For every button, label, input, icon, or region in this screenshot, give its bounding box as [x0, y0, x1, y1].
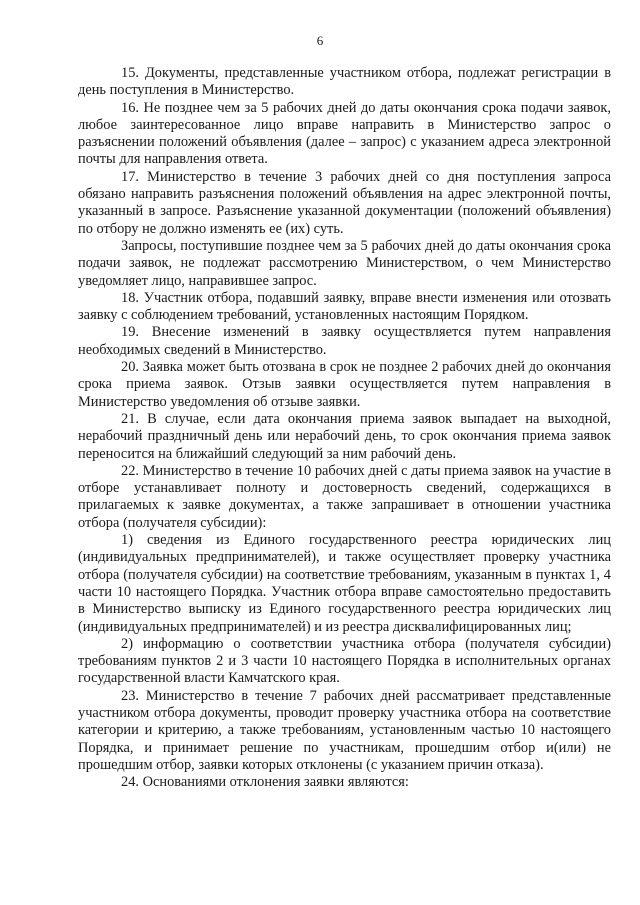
- paragraph-23: 23. Министерство в течение 7 рабочих дней рассматривает представленные участником отбора документы, проводит проверку участника отбора на соответствие категории и критерию, а также требованиям, установленным частью 10 настоящего Порядка, и принимает решение по участникам, прошедшим отбор и(или) не прошедшим отбор, заявки которых отклонены (с указанием причин отказа).: [78, 687, 611, 773]
- paragraph-17-requests: Запросы, поступившие позднее чем за 5 рабочих дней до даты окончания срока подачи заявок, не подлежат рассмотрению Министерством, о чем Министерство уведомляет лицо, направившее запрос.: [78, 237, 611, 289]
- paragraph-15: 15. Документы, представленные участником отбора, подлежат регистрации в день поступления в Министерство.: [78, 65, 611, 99]
- paragraph-22: 22. Министерство в течение 10 рабочих дней с даты приема заявок на участие в отборе устанавливает полноту и достоверность сведений, содержащихся в прилагаемых к заявке документах, а также запрашивает в отношении участника отбора (получателя субсидии):: [78, 462, 611, 531]
- page-number: 6: [316, 33, 324, 48]
- paragraph-18: 18. Участник отбора, подавший заявку, вправе внести изменения или отозвать заявку с соблюдением требований, установленных настоящим Порядком.: [78, 289, 611, 324]
- paragraph-24: 24. Основаниями отклонения заявки являются:: [121, 774, 409, 791]
- paragraph-21: 21. В случае, если дата окончания приема заявок выпадает на выходной, нерабочий праздничный день или нерабочий день, то срок окончания приема заявок переносится на ближайший следующий за ним рабочий день.: [78, 410, 611, 462]
- paragraph-19: 19. Внесение изменений в заявку осуществляется путем направления необходимых сведений в Министерство.: [78, 324, 611, 358]
- paragraph-16: 16. Не позднее чем за 5 рабочих дней до даты окончания срока подачи заявок, любое заинтересованное лицо вправе направить в Министерство запрос о разъяснении положений объявления (далее – запрос) с указанием адреса электронной почты для направления ответа.: [78, 99, 611, 168]
- paragraph-22-item-2: 2) информацию о соответствии участника отбора (получателя субсидии) требованиям пунктов 2 и 3 части 10 настоящего Порядка в исполнительных органах государственной власти Камчатского края.: [78, 635, 611, 687]
- paragraph-20: 20. Заявка может быть отозвана в срок не позднее 2 рабочих дней до окончания срока приема заявок. Отзыв заявки осуществляется путем направления в Министерство уведомления об отзыве заявки.: [78, 359, 611, 410]
- paragraph-17: 17. Министерство в течение 3 рабочих дней со дня поступления запроса обязано направить разъяснения положений объявления на адрес электронной почты, указанный в запросе. Разъяснение указанной документации (положений объявления) по отбору не должно изменять ее (их) суть.: [78, 168, 611, 237]
- paragraph-22-item-1: 1) сведения из Единого государственного реестра юридических лиц (индивидуальных предпринимателей), и также осуществляет проверку участника отбора (получателя субсидии) на соответствие требованиям, указанным в пунктах 1, 4 части 10 настоящего Порядка. Участник отбора вправе самостоятельно предоставить в Министерство выписку из Единого государственного реестра юридических лиц (индивидуальных предпринимателей) и из реестра дисквалифицированных лиц;: [78, 532, 611, 635]
- document-body: [78, 65, 611, 791]
